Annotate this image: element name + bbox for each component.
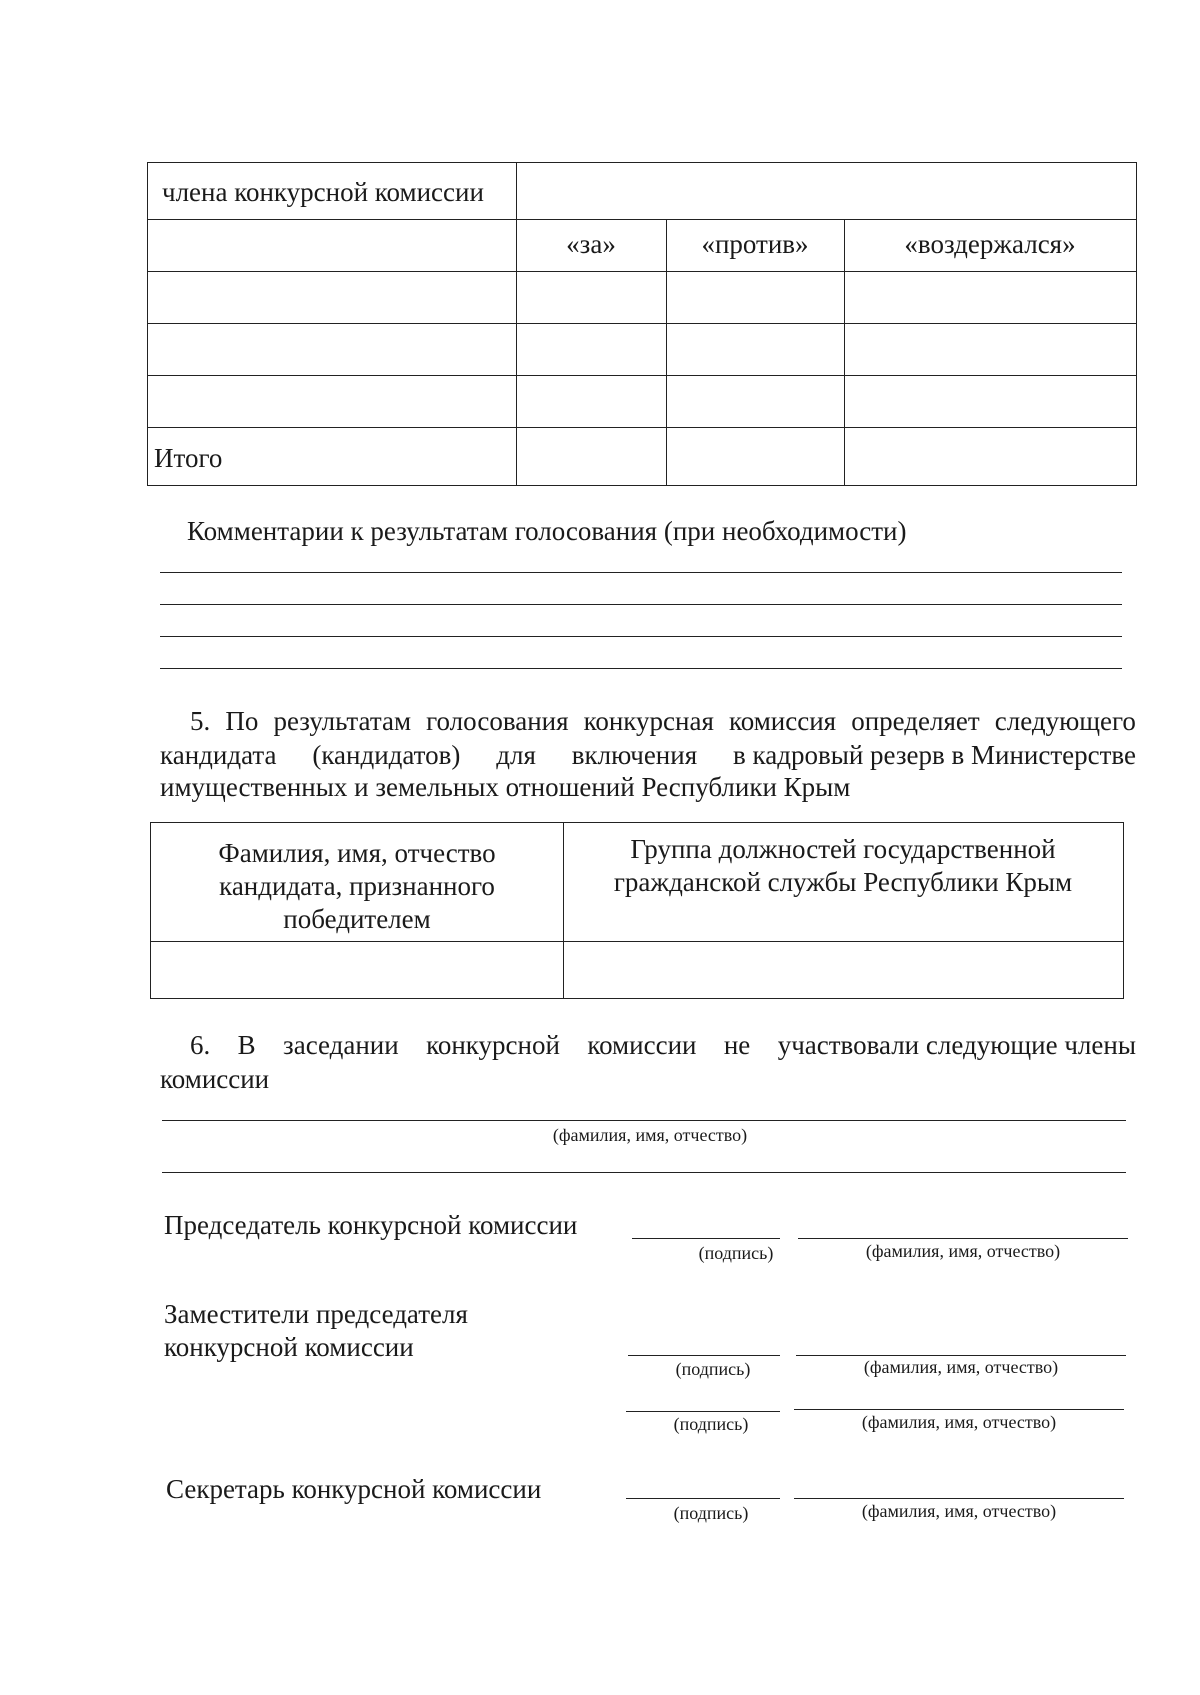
section5-line3: имущественных и земельных отношений Республики Крым [160,772,851,802]
secretary-fio-caption: (фамилия, имя, отчество) [861,1501,1057,1521]
section5-line1: 5. По результатам голосования конкурсная комиссия определяет следующего [190,706,1136,736]
chairman-sign-caption: (подпись) [698,1243,774,1263]
col-abstain-header: «воздержался» [904,229,1076,259]
winner-col1-header: Фамилия, имя, отчество кандидата, признанного победителем [218,838,496,934]
absent-member-line-1[interactable] [162,1120,1126,1121]
section6-line1: 6. В заседании конкурсной комиссии не участвовали следующие члены [190,1030,1136,1060]
secretary-label: Секретарь конкурсной комиссии [166,1474,542,1504]
secretary-sign-line[interactable] [626,1498,780,1499]
member-label: члена конкурсной комиссии [162,177,484,207]
comment-line-3[interactable] [160,636,1122,637]
chairman-label: Председатель конкурсной комиссии [164,1210,578,1240]
deputy1-sign-line[interactable] [628,1355,780,1356]
deputies-label: Заместители председателя конкурсной комиссии [164,1299,468,1362]
deputy1-sign-caption: (подпись) [675,1359,751,1379]
deputy2-fio-line[interactable] [794,1409,1124,1410]
comments-label: Комментарии к результатам голосования (при необходимости) [187,516,907,546]
comment-line-4[interactable] [160,668,1122,669]
secretary-sign-caption: (подпись) [673,1503,749,1523]
chairman-fio-caption: (фамилия, имя, отчество) [865,1241,1061,1261]
secretary-fio-line[interactable] [794,1498,1124,1499]
comment-line-2[interactable] [160,604,1122,605]
col-for-header: «за» [566,229,616,259]
total-label: Итого [154,443,223,473]
absent-member-line-2[interactable] [162,1172,1126,1173]
deputy1-fio-line[interactable] [796,1355,1126,1356]
section5-line2: кандидата (кандидатов) для включения в кадровый резерв в Министерстве [160,740,1136,770]
chairman-fio-line[interactable] [798,1238,1128,1239]
section6-line2: комиссии [160,1064,270,1094]
col-against-header: «против» [701,229,809,259]
chairman-sign-line[interactable] [632,1238,780,1239]
absent-fio-caption: (фамилия, имя, отчество) [552,1125,748,1145]
deputy2-fio-caption: (фамилия, имя, отчество) [861,1412,1057,1432]
comment-line-1[interactable] [160,572,1122,573]
vote-table [147,162,1137,486]
deputy1-fio-caption: (фамилия, имя, отчество) [863,1357,1059,1377]
deputy2-sign-line[interactable] [626,1411,780,1412]
winner-col2-header: Группа должностей государственной гражданской службы Республики Крым [613,834,1073,897]
winner-table [150,822,1124,999]
deputy2-sign-caption: (подпись) [673,1414,749,1434]
